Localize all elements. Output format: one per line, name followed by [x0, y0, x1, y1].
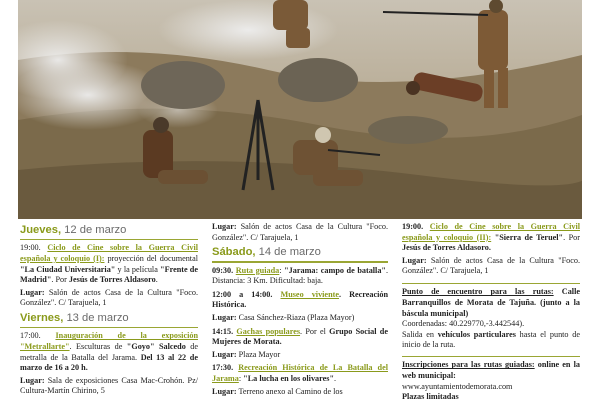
column-middle — [212, 222, 388, 399]
event-title: Ciclo de Cine sobre la Guerra Civil española y coloquio (I): — [20, 243, 198, 263]
event-text: y la película — [115, 264, 161, 274]
divider — [212, 261, 388, 262]
event-text: . Por el — [300, 326, 330, 336]
event-subtitle: . Recreación Histórica. — [212, 289, 389, 310]
event-location — [212, 222, 388, 243]
limited-places — [402, 392, 580, 403]
meeting-point-address: Calle Barranquillos de Morata de Tajuña. (junto a la báscula municipal) — [402, 287, 580, 318]
event-exposicion — [20, 331, 198, 373]
departure-text: hasta el punto de inicio de la ruta. — [402, 329, 581, 350]
day-name: Sábado, — [212, 246, 256, 259]
location-label: Lugar: — [20, 287, 45, 297]
meeting-point — [402, 287, 580, 319]
day-date: 13 de marzo — [63, 311, 129, 324]
location-label: Lugar: — [212, 386, 237, 396]
location-label: Lugar: — [20, 375, 45, 385]
event-text: . Esculturas de — [69, 341, 127, 351]
speaker: Jesús de Torres Aldasoro — [68, 275, 156, 285]
location-label: Lugar: — [402, 255, 427, 265]
event-title: Recreación Histórica de La Batalla del Jarama — [212, 363, 388, 383]
event-dates: Del 13 al 22 de marzo de 16 a 20 h. — [20, 352, 198, 373]
location-label: Lugar: — [212, 349, 237, 359]
divider — [20, 327, 198, 328]
event-location — [212, 387, 388, 398]
battle-reenactment-photo — [18, 0, 582, 219]
registration-text: online en la web municipal: — [402, 360, 580, 380]
event-location — [402, 256, 580, 277]
day-heading-sabado — [212, 245, 388, 259]
event-text: . — [155, 275, 158, 285]
location-text: Salón de actos Casa de la Cultura "Foco. González". C/ Tarajuela, 1 — [20, 287, 198, 308]
event-location — [20, 376, 198, 397]
coordinates-text: Coordenadas: 40.229770,-3.442544). — [402, 319, 525, 329]
event-subtitle: "Jarama: campo de batalla" — [284, 265, 386, 275]
event-title: Inauguración de la exposición "Metrallarte" — [20, 331, 198, 351]
location-text: Terreno anexo al Camino de los — [236, 386, 343, 396]
event-cine-1 — [20, 243, 198, 285]
event-text: . Distancia: 3 Km. Dificultad: baja. — [212, 265, 389, 286]
day-name: Jueves, — [20, 224, 62, 236]
divider — [402, 356, 580, 357]
location-text: Sala de exposiciones Casa Mac-Crohón. Pz/ Cultura-Martín Chirino, 5 — [20, 375, 198, 396]
event-time: 19:00. — [402, 222, 424, 231]
speaker: Jesús de Torres Aldasoro. — [402, 243, 491, 253]
event-text: proyección del documental — [104, 253, 198, 263]
event-text: . — [334, 373, 337, 383]
column-right — [402, 222, 580, 403]
registration-label: Inscripciones para las rutas guiadas: — [402, 360, 535, 370]
coordinates — [402, 319, 580, 330]
departure-text: Salida en — [402, 329, 438, 339]
event-cine-2 — [402, 222, 580, 254]
column-left — [20, 222, 198, 399]
day-date: 12 de marzo — [61, 224, 127, 236]
event-title: Ruta guiada — [235, 265, 280, 275]
limited-places-text: Plazas limitadas — [402, 392, 459, 402]
location-label: Lugar: — [212, 222, 237, 231]
event-text: . Por — [563, 232, 580, 242]
website-link[interactable] — [402, 382, 580, 393]
event-time: 09:30. — [212, 265, 234, 275]
location-label: Lugar: — [212, 312, 237, 322]
event-ruta — [212, 266, 388, 287]
event-time: 14:15. — [212, 326, 234, 336]
day-date: 14 de marzo — [255, 246, 321, 259]
event-title: Museo viviente — [280, 289, 339, 299]
event-recreacion — [212, 363, 388, 384]
location-text: Plaza Mayor — [236, 349, 281, 359]
event-text: . Por — [51, 275, 69, 285]
day-heading-jueves — [20, 223, 198, 237]
event-location — [212, 350, 388, 361]
divider — [402, 283, 580, 284]
departure-info — [402, 330, 580, 351]
website-url[interactable]: www.ayuntamientodemorata.com — [402, 381, 513, 391]
event-time: 12:00 a 14:00. — [212, 289, 273, 299]
artist: "Goyo" Salcedo — [126, 341, 186, 351]
film-title: "Sierra de Teruel" — [494, 232, 564, 242]
event-gachas — [212, 327, 388, 348]
event-text: : — [238, 373, 244, 383]
event-museo — [212, 290, 388, 311]
departure-vehicles: vehículos particulares — [437, 329, 516, 339]
event-title: Gachas populares — [236, 326, 301, 336]
organizer: Grupo Social de Mujeres de Morata. — [212, 326, 388, 347]
event-text: de metralla de la Batalla del Jarama. — [20, 341, 198, 362]
day-heading-viernes — [20, 311, 198, 325]
photo-illustration — [18, 0, 582, 219]
meeting-point-label: Punto de encuentro para las rutas: — [402, 287, 554, 297]
event-time: 19:00. — [20, 243, 41, 253]
location-text: Casa Sánchez-Riaza (Plaza Mayor) — [236, 312, 355, 322]
event-text: : — [279, 265, 285, 275]
day-name: Viernes, — [20, 311, 64, 324]
event-location — [20, 288, 198, 309]
registration-info — [402, 360, 580, 381]
event-time: 17:00. — [20, 331, 41, 341]
divider — [20, 239, 198, 240]
event-title: Ciclo de Cine sobre la Guerra Civil española y coloquio (II): — [402, 222, 580, 242]
film-title: "Frente de Madrid" — [20, 264, 198, 285]
event-subtitle: "La lucha en los olivares" — [243, 373, 334, 383]
location-text: Salón de actos Casa de la Cultura "Foco. González". C/ Tarajuela, 1 — [212, 222, 388, 242]
location-text: Salón de actos Casa de la Cultura "Foco. González". C/ Tarajuela, 1 — [402, 255, 580, 276]
event-time: 17:30. — [212, 363, 234, 373]
event-location — [212, 313, 388, 324]
film-title: "La Ciudad Universitaria" — [20, 264, 116, 274]
